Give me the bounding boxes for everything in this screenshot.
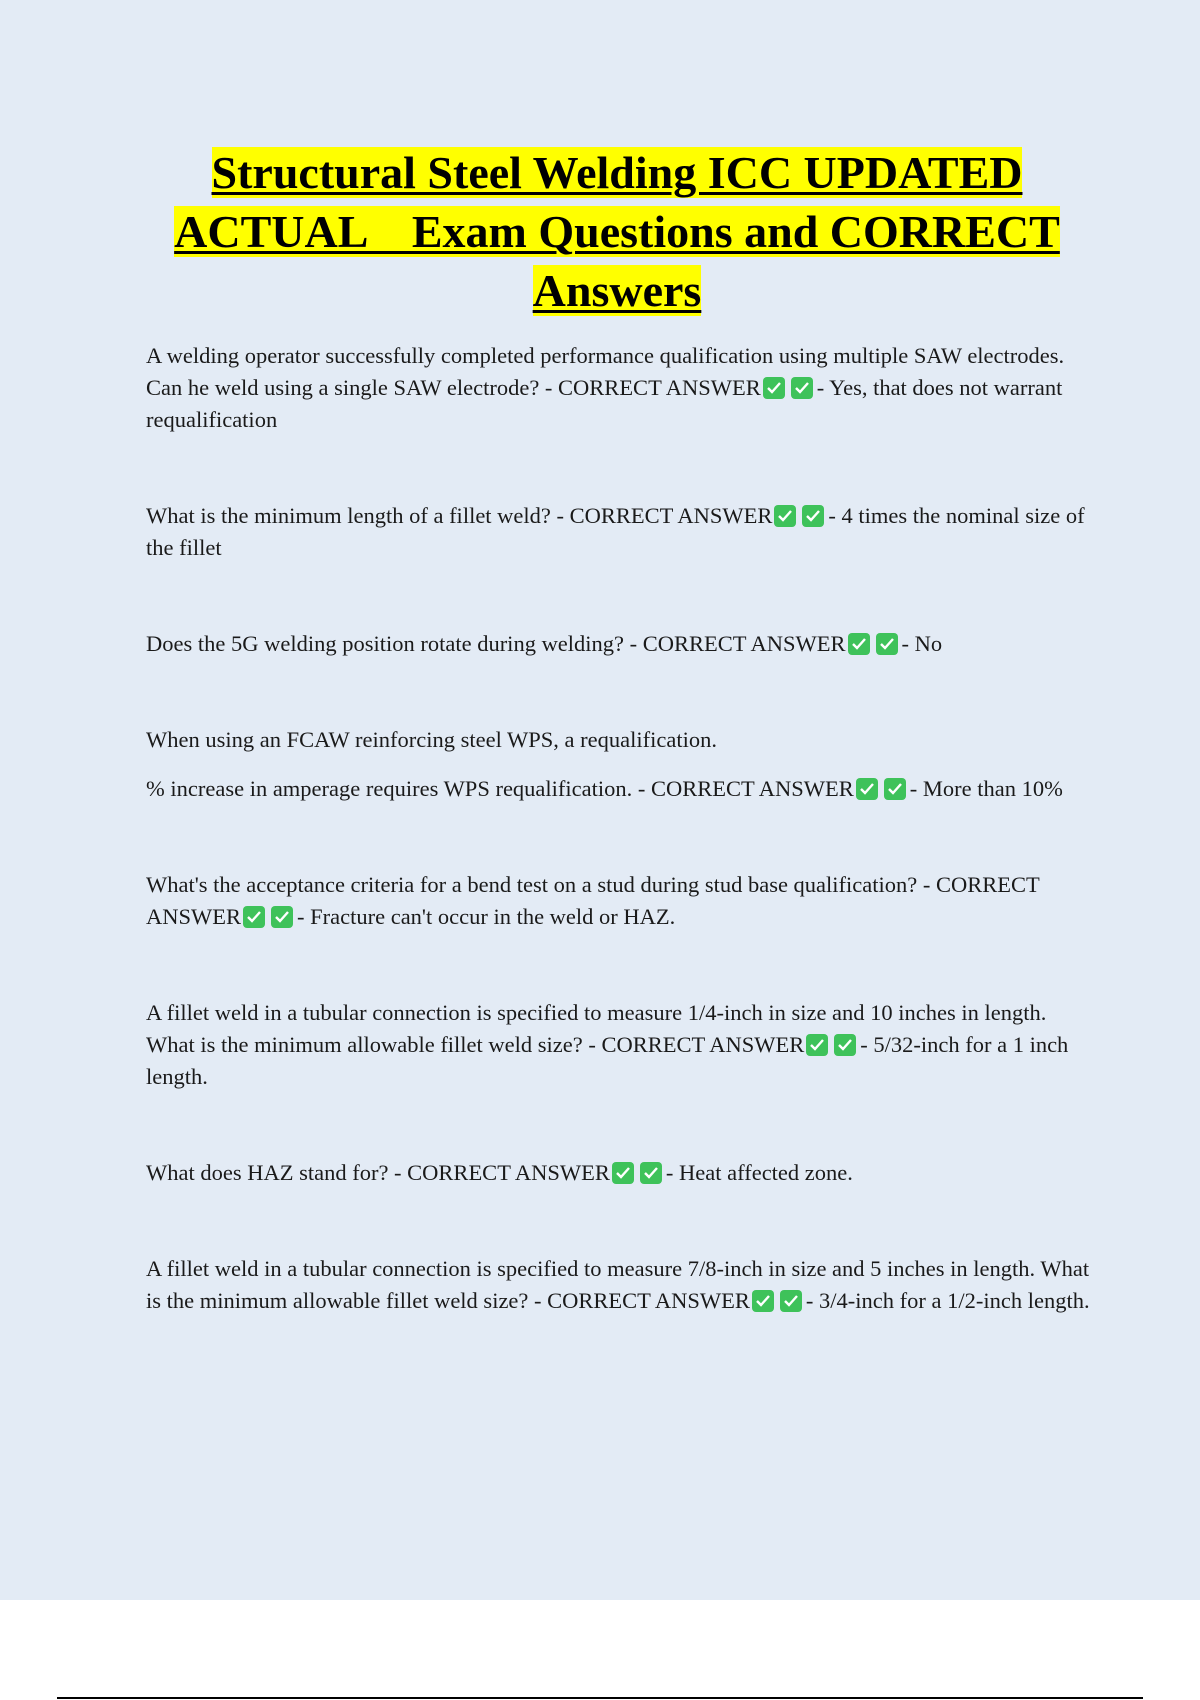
answer-text: - Yes, that does not warrant requalification (146, 375, 1063, 432)
answer-label: CORRECT ANSWER (601, 1032, 805, 1057)
check-mark-icon (806, 1034, 828, 1056)
question-text: What is the minimum length of a fillet weld? - (146, 503, 570, 528)
qa-item-5 (146, 869, 1096, 933)
qa-item-8 (146, 1253, 1096, 1317)
answer-text: - 4 times the nominal size of the fillet (146, 503, 1085, 560)
statement-text: When using an FCAW reinforcing steel WPS, a requalification. (146, 727, 717, 752)
qa-item-7 (146, 1157, 1096, 1189)
answer-text: - 3/4-inch for a 1/2-inch length. (805, 1288, 1090, 1313)
question-text: A fillet weld in a tubular connection is specified to measure 1/4-inch in size and 10 inches in length. What is the minimum allowable fillet weld size? - (146, 1000, 1047, 1057)
title-line-1: Structural Steel Welding ICC UPDATED (211, 147, 1023, 198)
check-mark-icon (791, 377, 813, 399)
answer-label: CORRECT ANSWER (146, 872, 1040, 929)
answer-text: - Heat affected zone. (665, 1160, 853, 1185)
question-text: A welding operator successfully completed performance qualification using multiple SAW electrodes. Can he weld using a single SAW electrode? - (146, 343, 1065, 400)
check-mark-icon (834, 1034, 856, 1056)
check-mark-icon (640, 1162, 662, 1184)
check-mark-icon (612, 1162, 634, 1184)
check-mark-icon (752, 1290, 774, 1312)
qa-item-2 (146, 500, 1096, 564)
title-line-2: ACTUAL Exam Questions and CORRECT (174, 206, 1060, 257)
check-mark-icon (763, 377, 785, 399)
question-text: Does the 5G welding position rotate during welding? - (146, 631, 643, 656)
qa-item-6 (146, 997, 1096, 1093)
qa-item-3 (146, 628, 1096, 660)
footer-divider (57, 1697, 1143, 1699)
check-mark-icon (884, 778, 906, 800)
answer-label: CORRECT ANSWER (642, 631, 846, 656)
qa-item-1 (146, 340, 1096, 436)
qa-item-4 (146, 773, 1096, 805)
answer-label: CORRECT ANSWER (651, 776, 854, 801)
answer-label: CORRECT ANSWER (407, 1160, 610, 1185)
check-mark-icon (774, 505, 796, 527)
check-mark-icon (271, 906, 293, 928)
qa-list (146, 340, 1096, 1317)
check-mark-icon (876, 633, 898, 655)
answer-text: - Fracture can't occur in the weld or HAZ. (297, 904, 676, 929)
question-text: What does HAZ stand for? - (146, 1160, 408, 1185)
question-text: % increase in amperage requires WPS requalification. - (146, 776, 652, 801)
title-line-3: Answers (532, 265, 702, 316)
answer-text: - More than 10% (909, 776, 1063, 801)
answer-label: CORRECT ANSWER (569, 503, 773, 528)
qa-statement (146, 724, 1096, 756)
check-mark-icon (856, 778, 878, 800)
check-mark-icon (780, 1290, 802, 1312)
check-mark-icon (848, 633, 870, 655)
answer-text: - 5/32-inch for a 1 inch length. (146, 1032, 1069, 1089)
document-title (120, 143, 1114, 320)
answer-label: CORRECT ANSWER (547, 1288, 750, 1313)
answer-label: CORRECT ANSWER (558, 375, 761, 400)
check-mark-icon (802, 505, 824, 527)
check-mark-icon (243, 906, 265, 928)
question-text: What's the acceptance criteria for a bend test on a stud during stud base qualification? - (146, 872, 936, 897)
question-text: A fillet weld in a tubular connection is specified to measure 7/8-inch in size and 5 inches in length. What is the minimum allowable fillet weld size? - (146, 1256, 1090, 1313)
answer-text: - No (901, 631, 943, 656)
